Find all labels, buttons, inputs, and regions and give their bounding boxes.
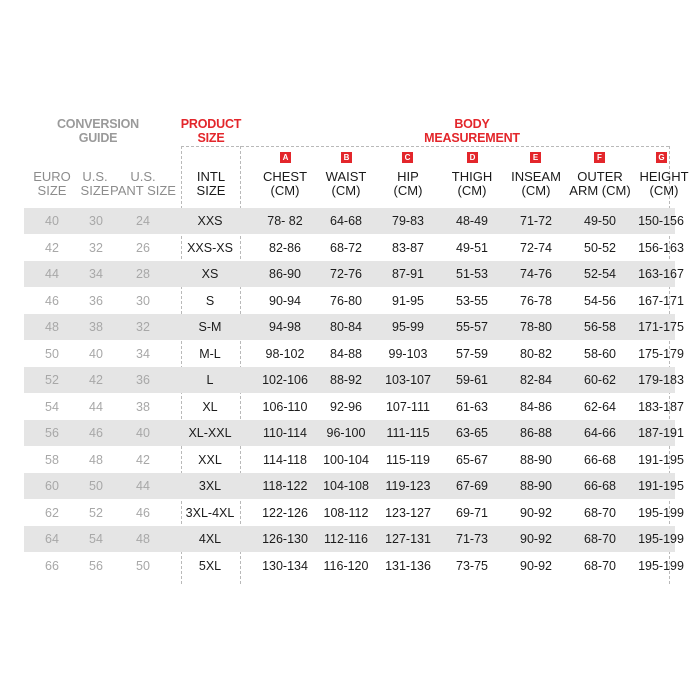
cell-hip: 83-87 [392,240,424,255]
cell-inseam: 88-90 [520,452,552,467]
product-size-header [176,117,246,145]
badge-height: G [656,152,667,163]
cell-thigh: 69-71 [456,505,488,520]
cell-intl: M-L [199,346,221,361]
cell-waist: 100-104 [323,452,369,467]
cell-thigh: 63-65 [456,426,488,440]
cell-height: 195-199 [638,532,684,546]
product-size-line1: PRODUCT [180,117,242,131]
cell-euro: 40 [45,214,59,228]
cell-height: 183-187 [638,399,684,414]
cell-intl: 5XL [198,558,222,573]
cell-euro: 64 [45,532,59,546]
col-euro-line2: SIZE [37,183,67,198]
cell-us: 48 [89,452,103,467]
table-row [24,526,684,552]
badge-waist: B [341,152,352,163]
table-row [24,473,684,499]
col-outer-arm-line2: ARM (CM) [569,183,631,198]
cell-euro: 42 [45,240,59,255]
table-row [24,288,684,314]
col-intl-size [182,170,240,198]
cell-inseam: 71-72 [520,214,552,228]
cell-chest: 94-98 [269,320,301,334]
cell-us: 40 [89,346,103,361]
cell-inseam: 90-92 [520,558,552,573]
cell-us: 46 [89,426,103,440]
cell-chest: 102-106 [262,373,308,387]
cell-hip: 123-127 [385,505,431,520]
cell-thigh: 51-53 [456,267,488,281]
cell-hip: 95-99 [392,320,424,334]
cell-inseam: 78-80 [520,320,552,334]
col-height-line1: HEIGHT [639,169,689,184]
cell-hip: 111-115 [386,426,430,440]
cell-us: 56 [89,558,103,573]
cell-inseam: 84-86 [520,399,552,414]
cell-us-pant: 46 [136,505,150,520]
cell-height: 156-163 [638,240,684,255]
cell-intl: XXS [197,214,223,228]
cell-intl: 4XL [198,532,222,546]
body-measurement-header [410,117,534,145]
col-hip [376,170,440,198]
cell-hip: 107-111 [385,399,431,414]
col-height [634,170,694,198]
cell-chest: 126-130 [262,532,308,546]
cell-us: 38 [89,320,103,334]
cell-hip: 103-107 [385,373,431,387]
cell-height: 187-191 [638,426,684,440]
col-thigh-line1: THIGH [451,169,493,184]
cell-us: 34 [89,267,103,281]
col-us-size [76,170,114,198]
cell-thigh: 53-55 [456,293,488,308]
cell-chest: 98-102 [265,346,305,361]
cell-height: 150-156 [638,214,684,228]
cell-height: 163-167 [638,267,684,281]
cell-height: 175-179 [638,346,684,361]
cell-outer-arm: 56-58 [584,320,616,334]
cell-waist: 64-68 [330,214,362,228]
cell-euro: 48 [45,320,59,334]
cell-us: 32 [89,240,103,255]
cell-height: 191-195 [638,479,684,493]
badge-inseam: E [530,152,541,163]
cell-euro: 56 [45,426,59,440]
table-row [24,447,684,473]
cell-inseam: 80-82 [520,346,552,361]
cell-intl: XXS-XS [187,240,233,255]
cell-outer-arm: 64-66 [584,426,616,440]
cell-intl: XL-XXL [188,426,232,440]
col-outer-arm-line1: OUTER [577,169,623,184]
table-row [24,500,684,526]
cell-waist: 84-88 [330,346,362,361]
body-measurement-line2: MEASUREMENT [424,131,520,145]
cell-chest: 122-126 [262,505,308,520]
cell-us-pant: 28 [136,267,150,281]
cell-waist: 104-108 [323,479,369,493]
conversion-guide-line2: GUIDE [78,131,118,145]
cell-thigh: 71-73 [456,532,488,546]
col-intl-line2: SIZE [196,183,226,198]
col-thigh [440,170,504,198]
cell-thigh: 65-67 [456,452,488,467]
cell-euro: 46 [45,293,59,308]
cell-us: 30 [89,214,103,228]
badge-outer-arm: F [594,152,605,163]
col-height-line2: (CM) [649,183,679,198]
cell-thigh: 49-51 [456,240,488,255]
cell-outer-arm: 68-70 [584,505,616,520]
cell-outer-arm: 68-70 [584,558,616,573]
cell-outer-arm: 52-54 [584,267,616,281]
cell-waist: 112-116 [323,532,369,546]
col-us-line1: U.S. [82,169,108,184]
cell-us-pant: 24 [136,214,150,228]
col-thigh-line2: (CM) [457,183,487,198]
cell-inseam: 88-90 [520,479,552,493]
cell-hip: 99-103 [388,346,428,361]
cell-hip: 91-95 [392,293,424,308]
cell-chest: 78- 82 [267,214,303,228]
cell-us: 36 [89,293,103,308]
cell-hip: 87-91 [392,267,424,281]
cell-us: 44 [89,399,103,414]
cell-outer-arm: 60-62 [584,373,616,387]
cell-chest: 110-114 [262,426,308,440]
cell-height: 171-175 [638,320,684,334]
col-outer-arm [564,170,636,198]
cell-waist: 116-120 [323,558,369,573]
table-row [24,235,684,261]
badge-thigh: D [467,152,478,163]
cell-thigh: 73-75 [456,558,488,573]
col-inseam-line1: INSEAM [511,169,561,184]
cell-inseam: 76-78 [520,293,552,308]
badge-hip: C [402,152,413,163]
cell-us-pant: 48 [136,532,150,546]
cell-thigh: 59-61 [456,373,488,387]
table-row [24,208,684,234]
cell-inseam: 74-76 [520,267,552,281]
cell-euro: 62 [45,505,59,520]
cell-us: 52 [89,505,103,520]
col-us-pant-size [110,170,176,198]
cell-intl: XXL [198,452,222,467]
cell-waist: 96-100 [326,426,366,440]
cell-chest: 114-118 [262,452,308,467]
cell-waist: 76-80 [330,293,362,308]
cell-us-pant: 32 [136,320,150,334]
cell-waist: 72-76 [330,267,362,281]
cell-outer-arm: 50-52 [584,240,616,255]
cell-euro: 54 [45,399,59,414]
conversion-guide-line1: CONVERSION [56,117,140,131]
cell-us: 42 [89,373,103,387]
col-chest-line2: (CM) [270,183,300,198]
cell-thigh: 67-69 [456,479,488,493]
col-waist-line1: WAIST [325,169,367,184]
table-row [24,553,684,579]
cell-chest: 106-110 [262,399,308,414]
badge-chest: A [280,152,291,163]
cell-inseam: 86-88 [520,426,552,440]
cell-thigh: 55-57 [456,320,488,334]
cell-thigh: 57-59 [456,346,488,361]
section-top-dashed-line [181,146,669,147]
cell-us: 50 [89,479,103,493]
col-chest-line1: CHEST [262,169,308,184]
cell-outer-arm: 54-56 [584,293,616,308]
cell-height: 195-199 [638,505,684,520]
cell-us-pant: 30 [136,293,150,308]
cell-inseam: 72-74 [520,240,552,255]
cell-chest: 86-90 [269,267,301,281]
cell-inseam: 90-92 [520,532,552,546]
cell-outer-arm: 66-68 [584,452,616,467]
cell-hip: 119-123 [385,479,431,493]
cell-chest: 82-86 [269,240,301,255]
cell-us-pant: 26 [136,240,150,255]
cell-chest: 118-122 [262,479,308,493]
col-chest [253,170,317,198]
cell-us-pant: 36 [136,373,150,387]
cell-euro: 50 [45,346,59,361]
col-waist [314,170,378,198]
cell-height: 191-195 [638,452,684,467]
cell-waist: 92-96 [330,399,362,414]
cell-euro: 44 [45,267,59,281]
col-waist-line2: (CM) [331,183,361,198]
conversion-guide-header [40,117,156,145]
cell-intl: 3XL [198,479,222,493]
cell-intl: S [205,293,215,308]
body-measurement-line1: BODY [454,117,490,131]
cell-intl: L [206,373,214,387]
cell-thigh: 48-49 [456,214,488,228]
cell-outer-arm: 66-68 [584,479,616,493]
cell-height: 195-199 [638,558,684,573]
cell-height: 179-183 [638,373,684,387]
cell-waist: 68-72 [330,240,362,255]
cell-waist: 108-112 [323,505,369,520]
col-hip-line1: HIP [397,169,419,184]
cell-us-pant: 38 [136,399,150,414]
cell-hip: 127-131 [385,532,431,546]
cell-outer-arm: 58-60 [584,346,616,361]
cell-inseam: 82-84 [520,373,552,387]
cell-waist: 88-92 [330,373,362,387]
col-us-line2: SIZE [80,183,110,198]
col-intl-line1: INTL [196,169,226,184]
col-hip-line2: (CM) [393,183,423,198]
cell-intl: XL [202,399,218,414]
cell-euro: 66 [45,558,59,573]
cell-us: 54 [89,532,103,546]
col-euro-size [30,170,74,198]
col-euro-line1: EURO [33,169,71,184]
cell-us-pant: 42 [136,452,150,467]
table-row [24,420,684,446]
product-size-line2: SIZE [197,131,225,145]
cell-euro: 52 [45,373,59,387]
cell-hip: 131-136 [385,558,431,573]
cell-euro: 60 [45,479,59,493]
col-inseam [503,170,569,198]
col-us-pant-line1: U.S. [130,169,156,184]
cell-hip: 79-83 [392,214,424,228]
cell-us-pant: 50 [136,558,150,573]
table-row [24,394,684,420]
cell-inseam: 90-92 [520,505,552,520]
cell-intl: XS [201,267,219,281]
cell-intl: S-M [198,320,222,334]
cell-us-pant: 34 [136,346,150,361]
table-row [24,367,684,393]
cell-outer-arm: 62-64 [584,399,616,414]
cell-outer-arm: 68-70 [584,532,616,546]
cell-thigh: 61-63 [456,399,488,414]
cell-waist: 80-84 [330,320,362,334]
col-inseam-line2: (CM) [521,183,551,198]
table-row [24,341,684,367]
col-us-pant-line2: PANT SIZE [110,183,176,198]
cell-height: 167-171 [638,293,684,308]
cell-chest: 90-94 [269,293,301,308]
cell-intl: 3XL-4XL [185,505,235,520]
cell-us-pant: 44 [136,479,150,493]
cell-outer-arm: 49-50 [584,214,616,228]
cell-euro: 58 [45,452,59,467]
cell-hip: 115-119 [385,452,431,467]
cell-us-pant: 40 [136,426,150,440]
cell-chest: 130-134 [262,558,308,573]
table-row [24,261,684,287]
table-row [24,314,684,340]
